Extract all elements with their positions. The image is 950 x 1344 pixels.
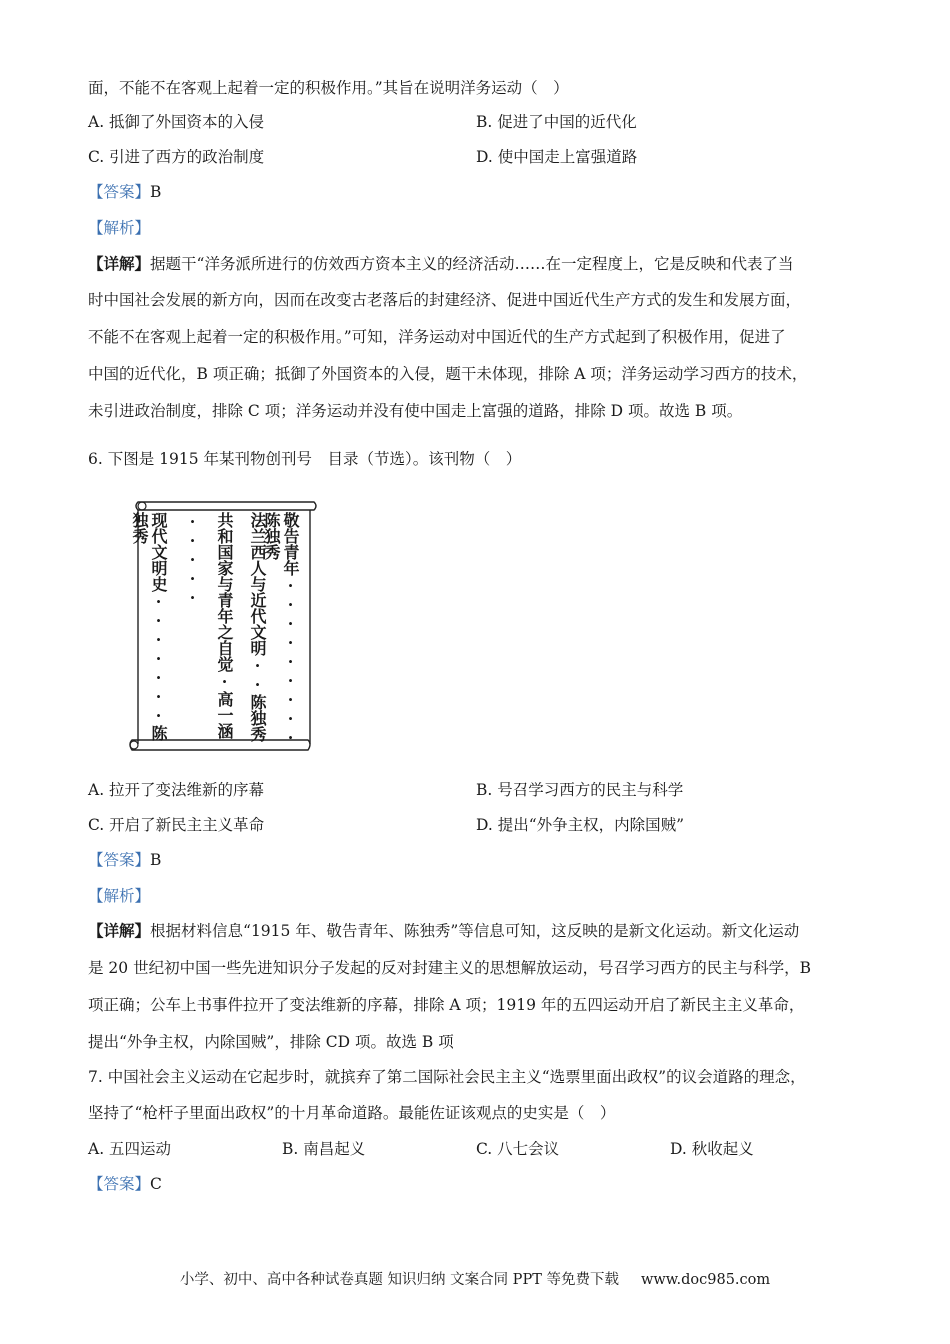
q5-detail-line-1 xyxy=(88,254,793,274)
q5-option-c: C. 引进了西方的政治制度 xyxy=(88,148,265,166)
q5-option-d: D. 使中国走上富强道路 xyxy=(476,148,638,166)
answer-value: B xyxy=(150,183,162,201)
q5-detail-line-4: 中国的近代化，B 项正确；抵御了外国资本的入侵，题干未体现，排除 A 项；洋务运动学习西方的技术， xyxy=(88,365,808,383)
page-footer xyxy=(0,1268,950,1289)
q6-detail-line-4: 提出“外争主权，内除国贼”，排除 CD 项。故选 B 项 xyxy=(88,1033,454,1051)
q5-detail-line-5: 未引进政治制度，排除 C 项；洋务运动并没有使中国走上富强的道路，排除 D 项。故选 B 项。 xyxy=(88,402,743,420)
answer-tag: 【答案】 xyxy=(88,183,151,201)
q6-detail-line-3: 项正确；公车上书事件拉开了变法维新的序幕，排除 A 项；1919 年的五四运动开启了新民主主义革命， xyxy=(88,996,805,1014)
toc-entry-3: 共和国家与青年之自觉·高一涵 xyxy=(215,512,234,739)
q6-option-d: D. 提出“外争主权，内除国贼” xyxy=(476,816,685,834)
q6-analysis-tag: 【解析】 xyxy=(88,887,151,905)
q6-option-c: C. 开启了新民主主义革命 xyxy=(88,816,265,834)
q7-option-c: C. 八七会议 xyxy=(476,1140,560,1158)
q6-detail-line-1 xyxy=(88,921,799,941)
q5-option-b: B. 促进了中国的近代化 xyxy=(476,113,637,131)
q7-stem-line-2: 坚持了“枪杆子里面出政权”的十月革命道路。最能佐证该观点的史实是（ ） xyxy=(88,1104,616,1122)
q6-stem: 6. 下图是 1915 年某刊物创刊号 目录（节选）。该刊物（ ） xyxy=(88,450,522,468)
q5-detail-line-2: 时中国社会发展的新方向，因而在改变古老落后的封建经济、促进中国近代生产方式的发生和发展方面， xyxy=(88,291,802,309)
detail-tag: 【详解】 xyxy=(88,921,151,940)
toc-scroll-image xyxy=(128,498,318,754)
q6-option-b: B. 号召学习西方的民主与科学 xyxy=(476,781,684,799)
toc-entry-1: 敬告青年·········陈独秀 xyxy=(262,512,300,747)
q6-detail-line-2: 是 20 世纪初中国一些先进知识分子发起的反对封建主义的思想解放运动，号召学习西方的民主与科学，B xyxy=(88,959,811,977)
q7-stem-line-1: 7. 中国社会主义运动在它起步时，就摈弃了第二国际社会民主主义“选票里面出政权”的议会道路的理念， xyxy=(88,1068,806,1086)
answer-value: C xyxy=(150,1175,162,1193)
q6-answer xyxy=(88,850,161,870)
q5-option-a: A. 抵御了外国资本的入侵 xyxy=(88,113,265,131)
answer-tag: 【答案】 xyxy=(88,1175,151,1193)
toc-entry-2: 法兰西人与近代文明··陈独秀 xyxy=(248,512,267,742)
footer-text: 小学、初中、高中各种试卷真题 知识归纳 文案合同 PPT 等免费下载 xyxy=(179,1272,619,1288)
toc-entry-ellipsis: ····· xyxy=(183,512,202,607)
detail-text: 根据材料信息“1915 年、敬告青年、陈独秀”等信息可知，这反映的是新文化运动。新文化运动 xyxy=(150,922,800,940)
q5-detail-line-3: 不能不在客观上起着一定的积极作用。”可知，洋务运动对中国近代的生产方式起到了积极作用，促进了 xyxy=(88,328,786,346)
q5-stem-tail: 面，不能不在客观上起着一定的积极作用。”其旨在说明洋务运动（ ） xyxy=(88,79,569,97)
footer-url[interactable]: www.doc985.com xyxy=(640,1272,771,1288)
answer-value: B xyxy=(150,851,162,869)
q6-option-a: A. 拉开了变法维新的序幕 xyxy=(88,781,265,799)
q7-option-d: D. 秋收起义 xyxy=(670,1140,754,1158)
q7-option-a: A. 五四运动 xyxy=(88,1140,172,1158)
q7-option-b: B. 南昌起义 xyxy=(282,1140,366,1158)
detail-tag: 【详解】 xyxy=(88,254,151,273)
answer-tag: 【答案】 xyxy=(88,851,151,869)
q5-analysis-tag: 【解析】 xyxy=(88,219,151,237)
q7-answer xyxy=(88,1174,162,1194)
detail-text: 据题干“洋务派所进行的仿效西方资本主义的经济活动……在一定程度上，它是反映和代表了当 xyxy=(150,255,794,273)
q5-answer xyxy=(88,182,161,202)
toc-entry-4: 现代文明史·······陈独秀 xyxy=(130,512,168,741)
